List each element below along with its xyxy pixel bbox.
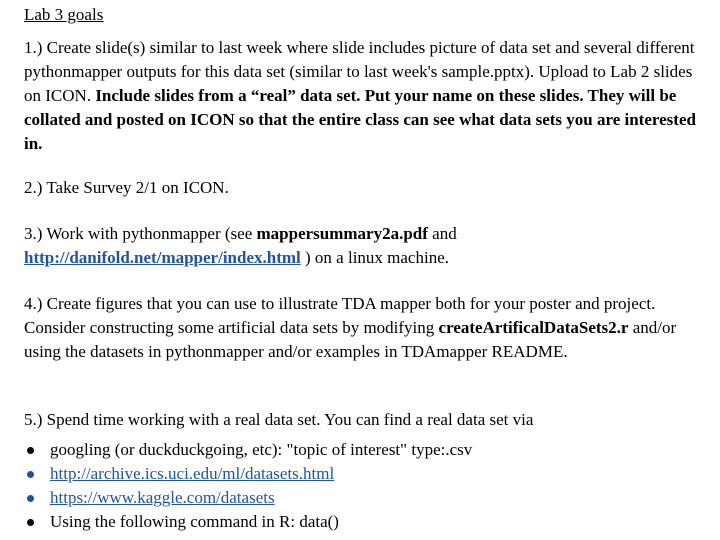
goal-5-paragraph: 5.) Spend time working with a real data set. You can find a real data set via xyxy=(24,410,534,429)
r-command-tip-text: Using the following command in R: data() xyxy=(50,512,339,531)
goal-3-suffix-text: ) on a linux machine. xyxy=(300,248,450,267)
kaggle-datasets-link[interactable]: https://www.kaggle.com/datasets xyxy=(50,488,275,507)
bullet-icon xyxy=(27,519,34,526)
data-source-list xyxy=(24,438,472,534)
goal-3-middle-text: and xyxy=(427,224,457,243)
goal-3-paragraph xyxy=(24,222,704,270)
goal-2-paragraph: 2.) Take Survey 2/1 on ICON. xyxy=(24,178,229,197)
goal-4-text: 4.) Create figures that you can use to illustrate TDA mapper both for your poster and project. Consider constructing some artificial data sets by modifying xyxy=(24,294,656,337)
googling-tip-text: googling (or duckduckgoing, etc): "topic of interest" type:.csv xyxy=(50,440,473,459)
slide-title: Lab 3 goals xyxy=(24,5,104,24)
list-item xyxy=(24,462,472,486)
bullet-icon xyxy=(27,495,34,502)
goal-1-paragraph xyxy=(24,36,704,156)
goal-3-text: 3.) Work with pythonmapper (see xyxy=(24,224,257,243)
list-item xyxy=(24,438,472,462)
goal-1-text: 1.) Create slide(s) similar to last week where slide includes picture of data set and several different pythonmapper outputs for this data set (similar to last week's sample.pptx). Upload to Lab 2 slides on ICON. xyxy=(24,38,695,105)
list-item xyxy=(24,486,472,510)
mappersummary-file-name: mappersummary2a.pdf xyxy=(256,224,428,243)
list-item xyxy=(24,510,472,534)
create-datasets-file-name: createArtificalDataSets2.r xyxy=(438,318,629,337)
goal-4-paragraph xyxy=(24,292,704,364)
bullet-icon xyxy=(27,471,34,478)
uci-datasets-link[interactable]: http://archive.ics.uci.edu/ml/datasets.html xyxy=(50,464,335,483)
danifold-mapper-link[interactable]: http://danifold.net/mapper/index.html xyxy=(24,248,301,267)
goal-4-suffix-text: and/or using the datasets in pythonmapper and/or examples in TDAmapper README. xyxy=(24,318,677,361)
bullet-icon xyxy=(27,447,34,454)
goal-1-bold-text: Include slides from a “real” data set. Put your name on these slides. They will be collated and posted on ICON so that the entire class can see what data sets you are interested in. xyxy=(24,86,696,153)
